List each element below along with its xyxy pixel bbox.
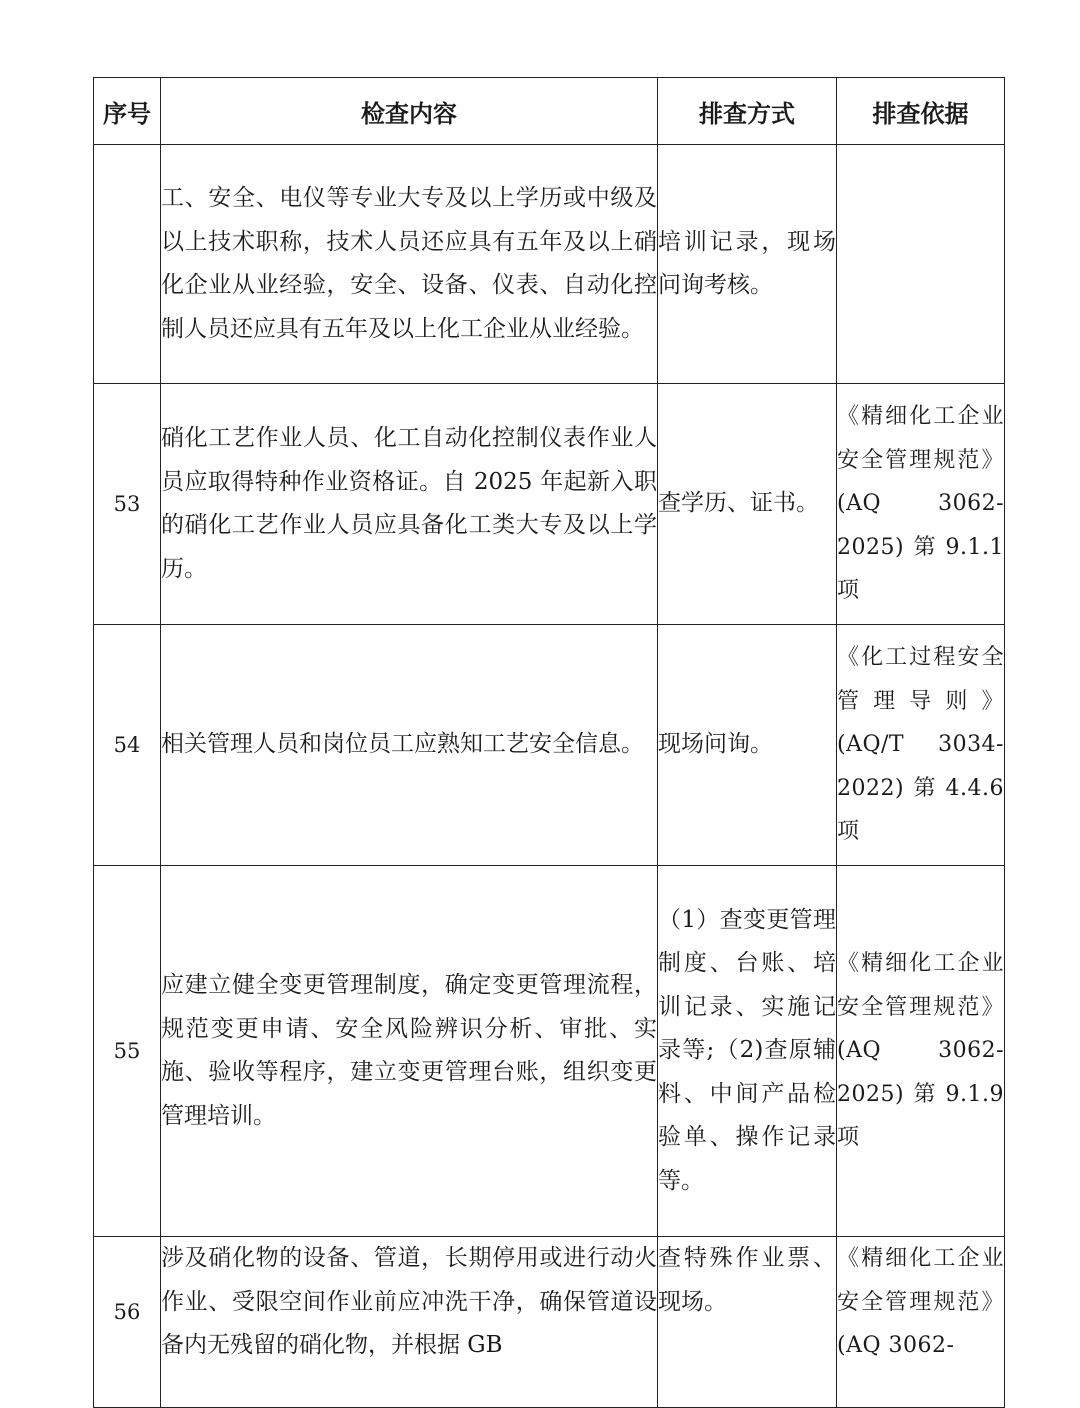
- table-row: [94, 384, 1005, 625]
- row-content: 相关管理人员和岗位员工应熟知工艺安全信息。: [161, 625, 658, 866]
- header-inspection-basis: 排查依据: [837, 78, 1005, 145]
- row-content: 工、安全、电仪等专业大专及以上学历或中级及以上技术职称，技术人员还应具有五年及以上硝化企业从业经验，安全、设备、仪表、自动化控制人员还应具有五年及以上化工企业从业经验。: [161, 145, 658, 384]
- row-basis: 《化工过程安全管理导则》(AQ/T 3034-2022)第4.4.6项: [837, 625, 1005, 866]
- row-number: 56: [94, 1237, 161, 1408]
- table-row: [94, 145, 1005, 384]
- row-content: 硝化工艺作业人员、化工自动化控制仪表作业人员应取得特种作业资格证。自 2025 年起新入职的硝化工艺作业人员应具备化工类大专及以上学历。: [161, 384, 658, 625]
- table-row: [94, 866, 1005, 1237]
- row-method: 现场问询。: [658, 625, 837, 866]
- row-number: 53: [94, 384, 161, 625]
- row-number: 54: [94, 625, 161, 866]
- header-serial-number: 序号: [94, 78, 161, 145]
- row-method: （1）查变更管理制度、台账、培训记录、实施记录等;（2)查原辅料、中间产品检验单、操作记录等。: [658, 866, 837, 1237]
- table-row: [94, 625, 1005, 866]
- row-number: 55: [94, 866, 161, 1237]
- table-row: [94, 1237, 1005, 1408]
- header-inspection-content: 检查内容: [161, 78, 658, 145]
- row-method: 查学历、证书。: [658, 384, 837, 625]
- row-method: 查特殊作业票、现场。: [658, 1237, 837, 1408]
- row-content: 应建立健全变更管理制度，确定变更管理流程，规范变更申请、安全风险辨识分析、审批、实施、验收等程序，建立变更管理台账，组织变更管理培训。: [161, 866, 658, 1237]
- row-basis: 《精细化工企业安全管理规范》(AQ 3062-2025)第9.1.1项: [837, 384, 1005, 625]
- inspection-table: [93, 77, 1005, 1408]
- table-header-row: [94, 78, 1005, 145]
- row-basis: 《精细化工企业安全管理规范》(AQ 3062-2025)第9.1.9项: [837, 866, 1005, 1237]
- row-number: [94, 145, 161, 384]
- row-basis: 《精细化工企业安全管理规范》(AQ 3062-: [837, 1237, 1005, 1408]
- header-inspection-method: 排查方式: [658, 78, 837, 145]
- row-method: 培训记录，现场问询考核。: [658, 145, 837, 384]
- row-content: 涉及硝化物的设备、管道，长期停用或进行动火作业、受限空间作业前应冲洗干净，确保管道设备内无残留的硝化物，并根据 GB: [161, 1237, 658, 1408]
- row-basis: [837, 145, 1005, 384]
